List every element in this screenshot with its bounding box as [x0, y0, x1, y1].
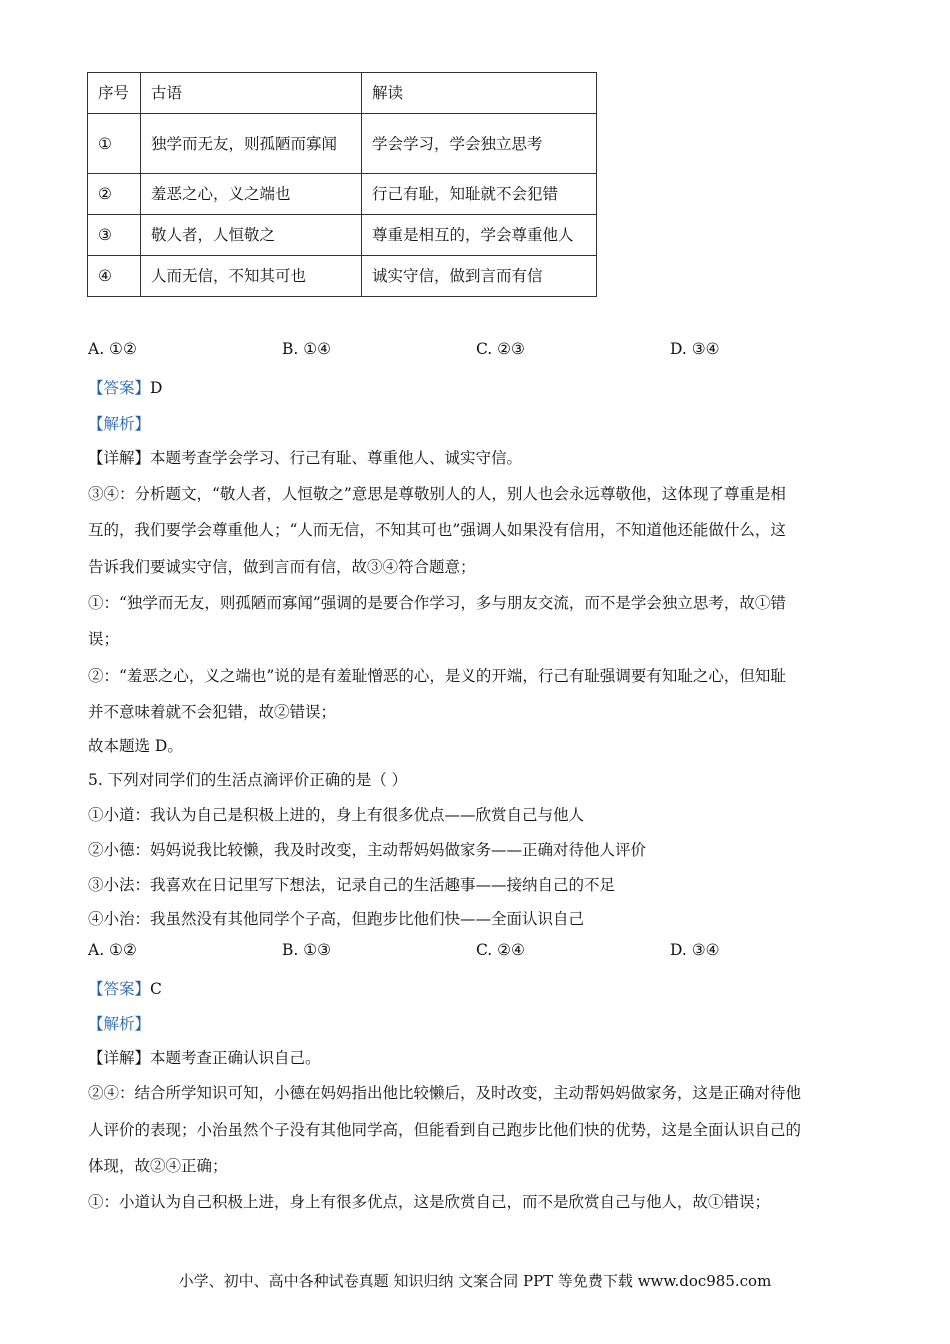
interpretation-cell: 学会学习，学会独立思考 — [362, 114, 597, 174]
q5-paragraph-line: ②④：结合所学知识可知，小德在妈妈指出他比较懒后，及时改变，主动帮妈妈做家务，这是正确对待他 — [88, 1084, 802, 1102]
q4-paragraph-line: ①：“独学而无友，则孤陋而寡闻”强调的是要合作学习，多与朋友交流，而不是学会独立思考，故①错 — [88, 594, 786, 612]
table-row — [88, 256, 597, 297]
interpretation-cell: 尊重是相互的，学会尊重他人 — [362, 215, 597, 256]
q4-option-d: D. ③④ — [670, 340, 720, 358]
q5-paragraph-line: ①：小道认为自己积极上进，身上有很多优点，这是欣赏自己，而不是欣赏自己与他人，故①错误； — [88, 1193, 771, 1211]
quote-cell: 独学而无友，则孤陋而寡闻 — [141, 114, 362, 174]
q5-item: ③小法：我喜欢在日记里写下想法，记录自己的生活趣事——接纳自己的不足 — [88, 876, 616, 894]
q4-analysis — [88, 412, 150, 434]
q5-item: ④小治：我虽然没有其他同学个子高，但跑步比他们快——全面认识自己 — [88, 910, 585, 928]
interpretation-cell: 诚实守信，做到言而有信 — [362, 256, 597, 297]
analysis-tag: 【解析】 — [88, 415, 151, 433]
row-number: ① — [88, 114, 141, 174]
q4-paragraph-line: ③④：分析题文，“敬人者，人恒敬之”意思是尊敬别人的人，别人也会永远尊敬他，这体现了尊重是相 — [88, 485, 786, 503]
analysis-tag: 【解析】 — [88, 1015, 151, 1033]
table-row — [88, 215, 597, 256]
q5-option-d: D. ③④ — [670, 941, 720, 959]
q4-detail — [88, 446, 522, 468]
q5-paragraph-line: 人评价的表现；小治虽然个子没有其他同学高，但能看到自己跑步比他们快的优势，这是全面认识自己的 — [88, 1121, 802, 1139]
q4-paragraph-line: 并不意味着就不会犯错，故②错误； — [88, 703, 337, 721]
q5-stem: 5. 下列对同学们的生活点滴评价正确的是（ ） — [88, 771, 408, 789]
q4-option-b: B. ①④ — [282, 340, 332, 358]
quote-cell: 人而无信，不知其可也 — [141, 256, 362, 297]
q5-item: ①小道：我认为自己是积极上进的，身上有很多优点——欣赏自己与他人 — [88, 806, 585, 824]
quote-cell: 敬人者，人恒敬之 — [141, 215, 362, 256]
q5-answer — [88, 977, 162, 999]
answer-tag: 【答案】 — [88, 379, 151, 397]
q4-answer — [88, 376, 162, 398]
header-cell: 解读 — [362, 73, 597, 114]
table-header-row — [88, 73, 597, 114]
q4-paragraph-line: ②：“羞恶之心，义之端也”说的是有羞耻憎恶的心，是义的开端，行己有耻强调要有知耻之心，但知耻 — [88, 667, 786, 685]
q5-detail — [88, 1046, 321, 1068]
q5-paragraph-line: 体现，故②④正确； — [88, 1157, 228, 1175]
answer-value: D — [150, 379, 163, 397]
detail-text: 本题考查正确认识自己。 — [150, 1049, 321, 1067]
header-cell: 古语 — [141, 73, 362, 114]
answer-value: C — [150, 980, 162, 998]
table-row — [88, 174, 597, 215]
quote-table — [87, 72, 597, 297]
q4-paragraph-line: 互的，我们要学会尊重他人；“人而无信，不知其可也”强调人如果没有信用，不知道他还能做什么，这 — [88, 521, 786, 539]
interpretation-cell: 行己有耻，知耻就不会犯错 — [362, 174, 597, 215]
row-number: ② — [88, 174, 141, 215]
q4-paragraph-line: 告诉我们要诚实守信，做到言而有信，故③④符合题意； — [88, 558, 476, 576]
row-number: ④ — [88, 256, 141, 297]
detail-tag: 【详解】 — [88, 1049, 151, 1067]
table-row — [88, 114, 597, 174]
detail-tag: 【详解】 — [88, 449, 151, 467]
q4-option-a: A. ①② — [88, 340, 137, 358]
row-number: ③ — [88, 215, 141, 256]
quote-cell: 羞恶之心，义之端也 — [141, 174, 362, 215]
q5-option-a: A. ①② — [88, 941, 137, 959]
header-cell: 序号 — [88, 73, 141, 114]
q4-conclusion: 故本题选 D。 — [88, 737, 183, 755]
q5-item: ②小德：妈妈说我比较懒，我及时改变，主动帮妈妈做家务——正确对待他人评价 — [88, 841, 647, 859]
detail-text: 本题考查学会学习、行己有耻、尊重他人、诚实守信。 — [150, 449, 523, 467]
q5-option-c: C. ②④ — [476, 941, 525, 959]
page-footer: 小学、初中、高中各种试卷真题 知识归纳 文案合同 PPT 等免费下载 www.doc985.com — [178, 1272, 772, 1290]
q4-option-c: C. ②③ — [476, 340, 525, 358]
q5-option-b: B. ①③ — [282, 941, 332, 959]
answer-tag: 【答案】 — [88, 980, 151, 998]
q5-analysis — [88, 1012, 150, 1034]
q4-paragraph-line: 误； — [88, 630, 120, 648]
